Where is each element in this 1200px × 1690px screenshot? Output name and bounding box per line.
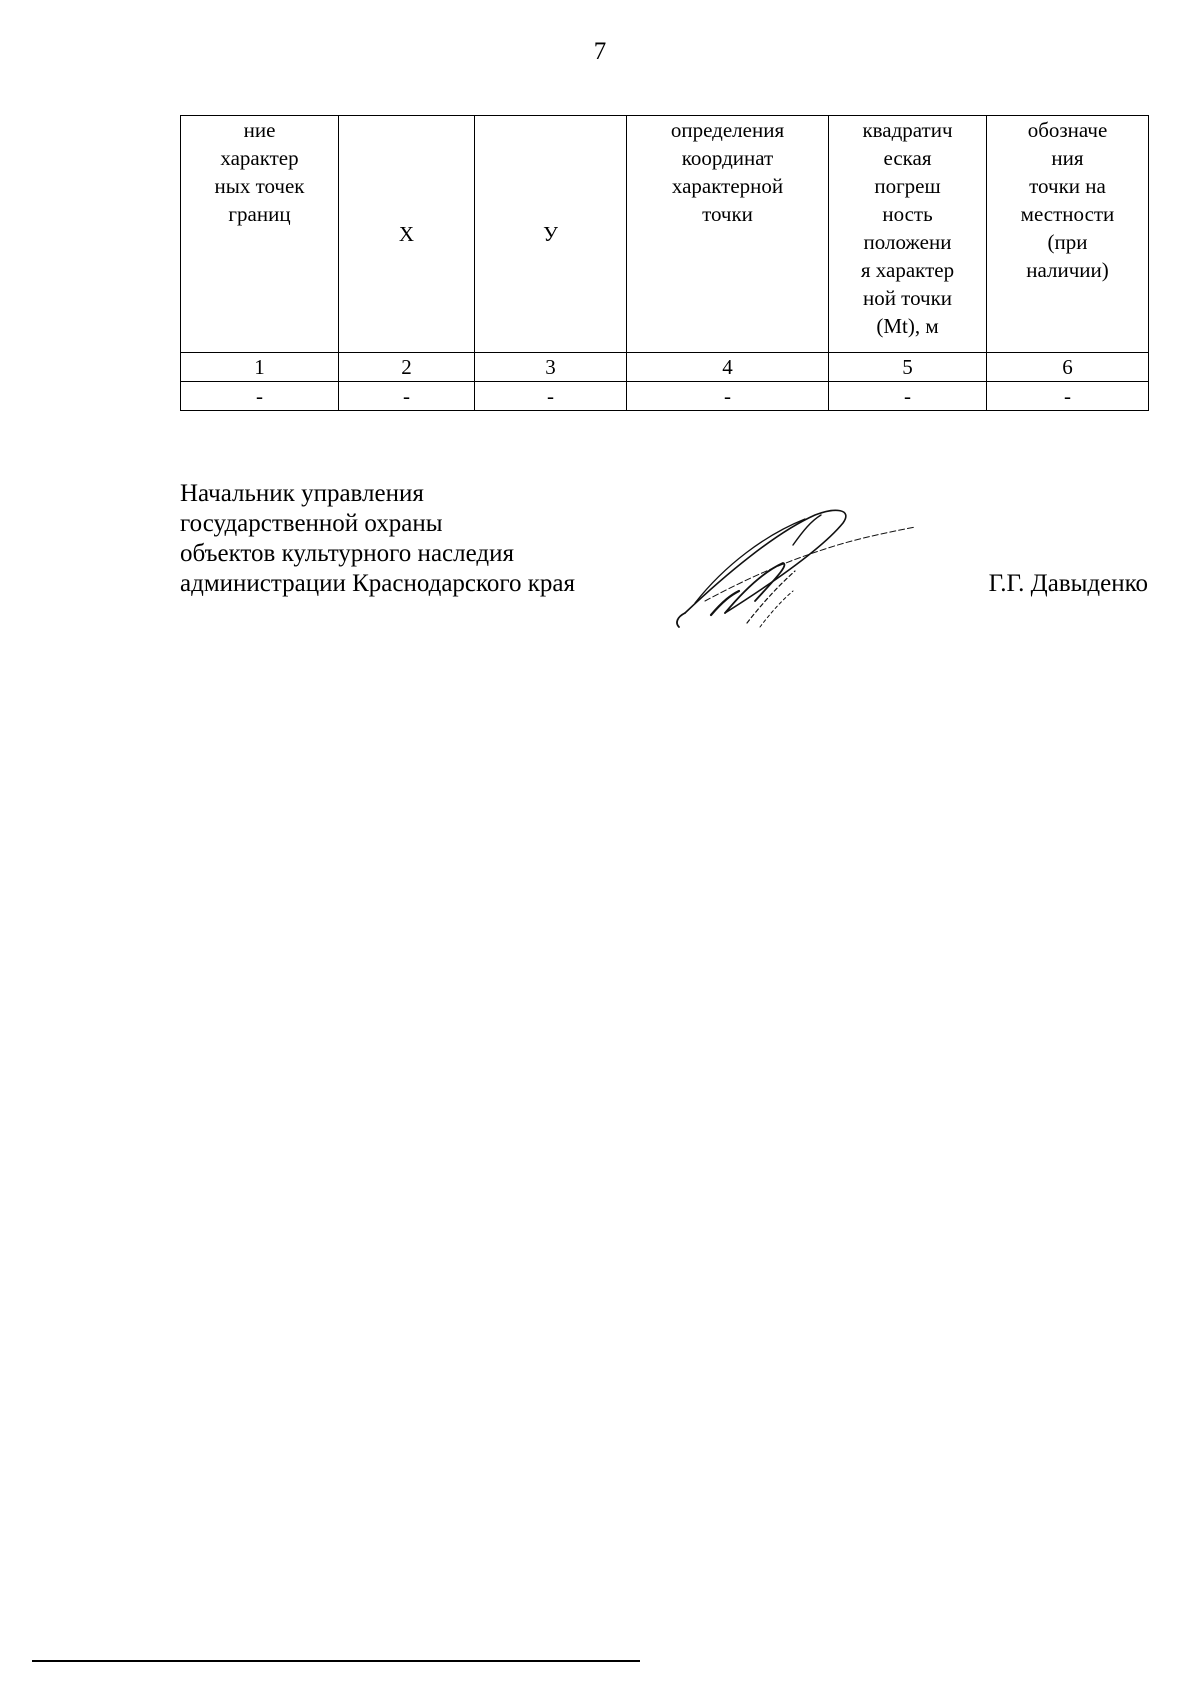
table-cell: -: [475, 382, 627, 411]
header-cell-method: определения координат характерной точки: [627, 116, 829, 353]
table-header-row: [181, 116, 1149, 353]
signatory-name: Г.Г. Давыденко: [988, 570, 1148, 597]
signatory-title-line: государственной охраны: [180, 510, 443, 537]
column-number: 5: [829, 353, 987, 382]
signatory-title-line: объектов культурного наследия: [180, 540, 514, 567]
footer-divider: [32, 1660, 640, 1662]
signatory-title-line: Начальник управления: [180, 480, 424, 507]
table-cell: -: [181, 382, 339, 411]
header-cell-y: У: [475, 116, 627, 353]
table-row: [181, 382, 1149, 411]
column-number: 4: [627, 353, 829, 382]
signatory-title: [180, 479, 575, 599]
table-cell: -: [987, 382, 1149, 411]
column-number: 3: [475, 353, 627, 382]
handwritten-signature: [665, 505, 915, 635]
signatory-title-line: администрации Краснодарского края: [180, 570, 576, 597]
column-number-row: [181, 353, 1149, 382]
column-number: 1: [181, 353, 339, 382]
header-cell-point-designation: ние характер ных точек границ: [181, 116, 339, 353]
column-number: 6: [987, 353, 1149, 382]
table-cell: -: [829, 382, 987, 411]
table-cell: -: [627, 382, 829, 411]
table-cell: -: [339, 382, 475, 411]
header-cell-marking: обозначе ния точки на местности (при наличии): [987, 116, 1149, 353]
page-number: 7: [593, 38, 607, 65]
coordinates-table: [180, 115, 1149, 411]
column-number: 2: [339, 353, 475, 382]
header-cell-x: Х: [339, 116, 475, 353]
header-cell-error: квадратич еская погреш ность положени я характер ной точки (Mt), м: [829, 116, 987, 353]
